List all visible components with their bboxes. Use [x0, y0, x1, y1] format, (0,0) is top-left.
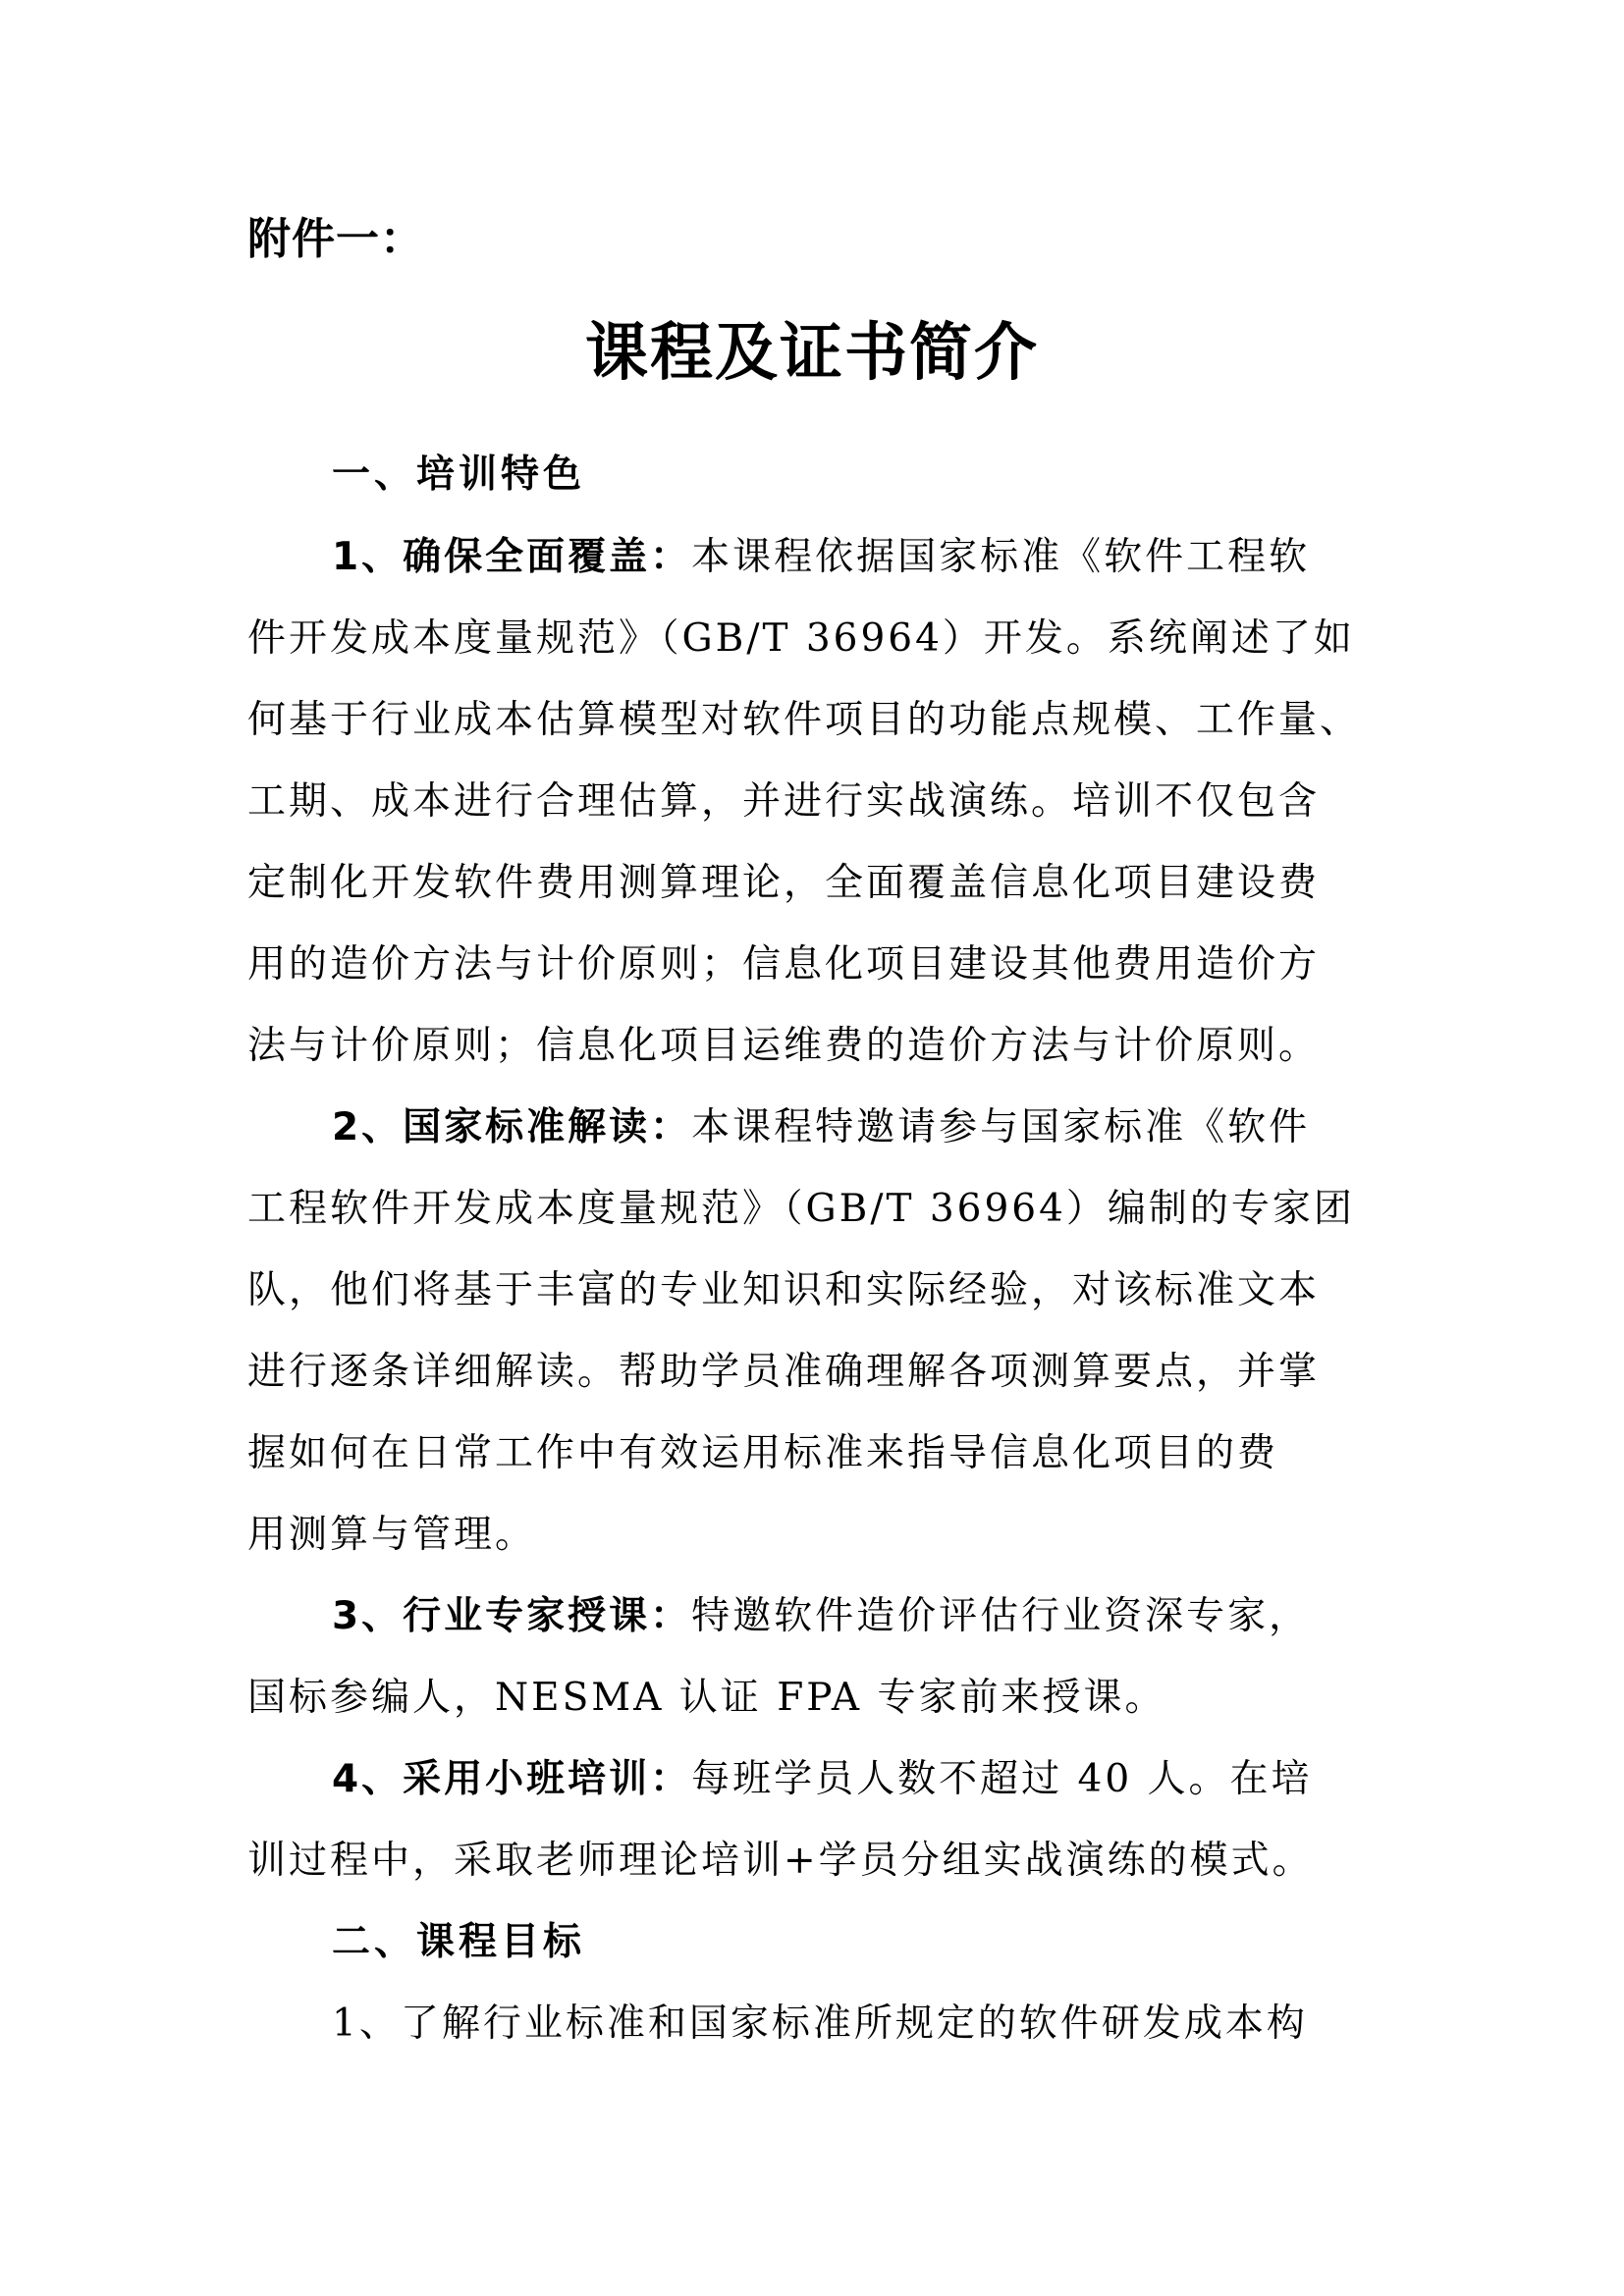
- item-text: 本课程依据国家标准《软件工程软: [691, 535, 1311, 579]
- section-heading-training-features: 一、培训特色: [332, 453, 586, 497]
- item-text: 本课程特邀请参与国家标准《软件: [691, 1105, 1311, 1149]
- paragraph-line: [332, 1100, 1310, 1155]
- paragraph-line: 件开发成本度量规范》（GB/T 36964）开发。系统阐述了如: [247, 616, 1355, 661]
- section-heading-course-goals: 二、课程目标: [332, 1920, 586, 1964]
- item-lead: 1、确保全面覆盖：: [332, 535, 692, 579]
- paragraph-line: 队，他们将基于丰富的专业知识和实际经验，对该标准文本: [247, 1268, 1321, 1312]
- paragraph-line: 训过程中，采取老师理论培训+学员分组实战演练的模式。: [247, 1839, 1314, 1883]
- item-lead: 4、采用小班培训：: [332, 1757, 692, 1801]
- paragraph-line: 用测算与管理。: [247, 1513, 537, 1557]
- paragraph-line: [332, 1589, 1310, 1644]
- paragraph-line: 定制化开发软件费用测算理论，全面覆盖信息化项目建设费: [247, 861, 1321, 905]
- page-title: 课程及证书简介: [585, 317, 1039, 390]
- paragraph-line: 何基于行业成本估算模型对软件项目的功能点规模、工作量、: [247, 698, 1362, 742]
- paragraph-line: 工程软件开发成本度量规范》（GB/T 36964）编制的专家团: [247, 1187, 1355, 1231]
- paragraph-line: 进行逐条详细解读。帮助学员准确理解各项测算要点，并掌: [247, 1350, 1321, 1394]
- item-text: 特邀软件造价评估行业资深专家，: [691, 1594, 1311, 1638]
- paragraph-line: 国标参编人，NESMA 认证 FPA 专家前来授课。: [247, 1676, 1166, 1720]
- paragraph-line: [332, 1752, 1313, 1807]
- paragraph-line: [332, 530, 1310, 585]
- paragraph-line: 用的造价方法与计价原则；信息化项目建设其他费用造价方: [247, 942, 1321, 987]
- item-text: 每班学员人数不超过 40 人。在培: [691, 1757, 1313, 1801]
- paragraph-line: 握如何在日常工作中有效运用标准来指导信息化项目的费: [247, 1431, 1279, 1475]
- item-lead: 3、行业专家授课：: [332, 1594, 692, 1638]
- item-lead: 2、国家标准解读：: [332, 1105, 692, 1149]
- paragraph-line: 1、了解行业标准和国家标准所规定的软件研发成本构: [332, 2002, 1308, 2046]
- attachment-label: 附件一：: [247, 214, 424, 264]
- paragraph-line: 工期、成本进行合理估算，并进行实战演练。培训不仅包含: [247, 779, 1321, 824]
- paragraph-line: 法与计价原则；信息化项目运维费的造价方法与计价原则。: [247, 1024, 1321, 1068]
